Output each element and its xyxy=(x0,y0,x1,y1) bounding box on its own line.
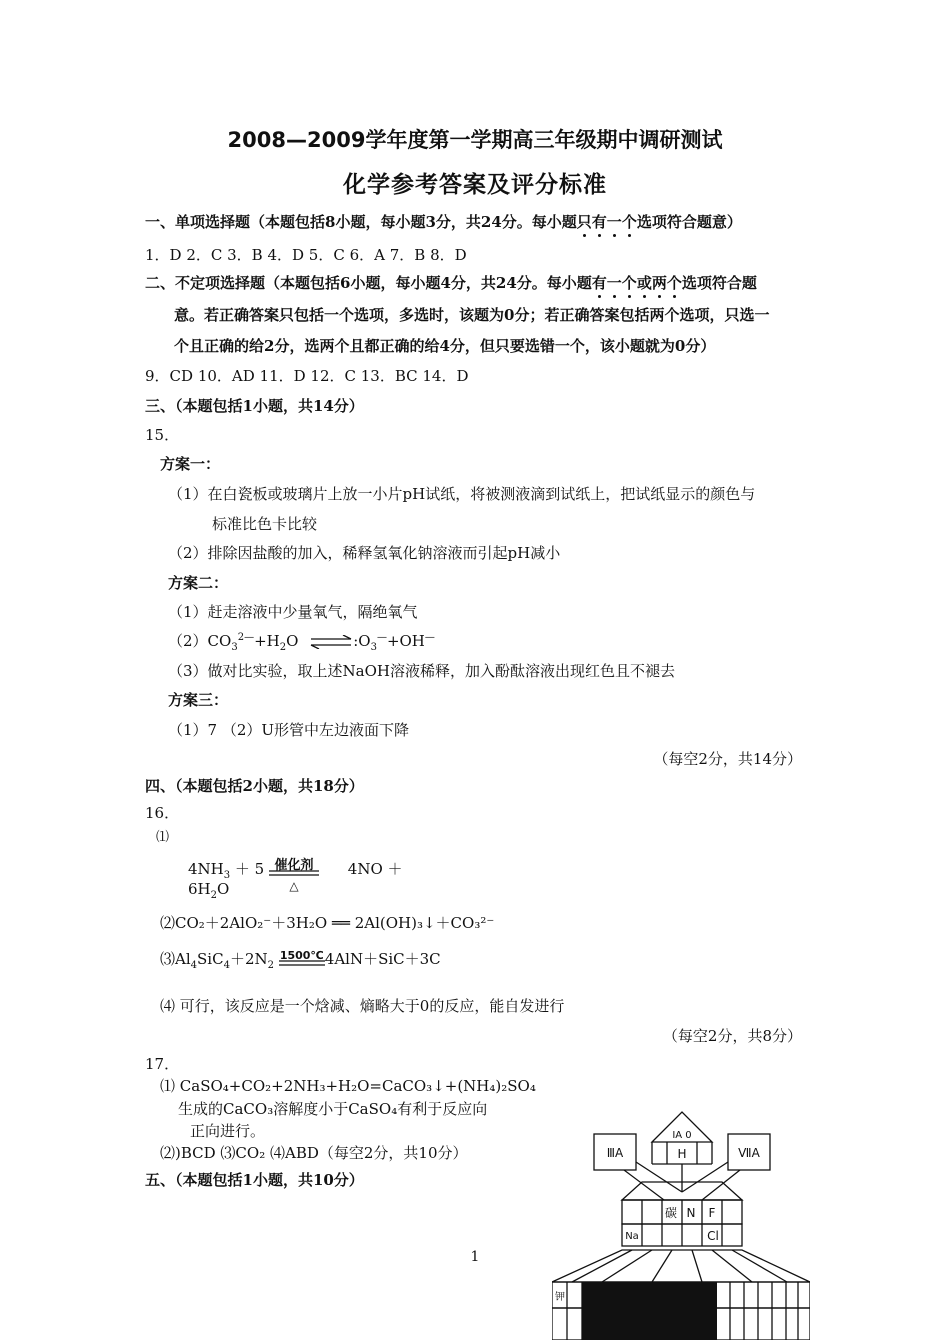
page-title: 2008—2009学年度第一学期高三年级期中调研测试 xyxy=(227,128,723,152)
section2-heading: 二、不定项选择题（本题包括6小题，每小题4分，共24分。每小题有一个或两个选项符合题 xyxy=(145,274,757,292)
section4-heading: 四、（本题包括2小题，共18分） xyxy=(145,777,364,795)
question-16-number: 16． xyxy=(145,804,180,822)
group-1a-0-label: IA 0 xyxy=(672,1130,692,1141)
section3-heading: 三、（本题包括1小题，共14分） xyxy=(145,397,364,415)
section2-heading-line3: 个且正确的给2分，选两个且都正确的给4分，但只要选错一个，该小题就为0分） xyxy=(174,337,716,355)
plan1-step1: （1）在白瓷板或玻璃片上放一小片pH试纸，将被测液滴到试纸上，把试纸显示的颜色与 xyxy=(168,485,756,503)
plan3-answers: （1）7 （2）U形管中左边液面下降 xyxy=(168,721,410,739)
plan1-step1-cont: 标准比色卡比较 xyxy=(212,515,318,533)
catalyst-arrow: 催化剂 △ xyxy=(274,858,314,893)
chlorine-cell: Cl xyxy=(707,1229,719,1243)
fluorine-cell: F xyxy=(708,1206,716,1220)
plan2-step1: （1）赶走溶液中少量氧气，隔绝氧气 xyxy=(168,603,418,621)
equilibrium-arrow-icon xyxy=(309,635,353,649)
section1-heading: 一、单项选择题（本题包括8小题，每小题3分，共24分。每小题只有一个选项符合题意） xyxy=(145,213,742,231)
periodic-table-figure xyxy=(552,1082,810,1340)
hydrogen-cell: H xyxy=(677,1147,687,1161)
page-number: 1 xyxy=(470,1249,480,1265)
section2-heading-line2: 意。若正确答案只包括一个选项，多选时，该题为0分；若正确答案包括两个选项，只选一 xyxy=(174,306,770,324)
plan2-step3: （3）做对比实验，取上述NaOH溶液稀释，加入酚酞溶液出现红色且不褪去 xyxy=(168,662,675,680)
plan3-label: 方案三： xyxy=(168,691,229,709)
q17-parts-2-4: ⑵)BCD ⑶CO₂ ⑷ABD（每空2分，共10分） xyxy=(160,1144,468,1162)
sodium-cell: Na xyxy=(625,1231,639,1242)
q16-equation3: $⑶Al_4SiC_4+2N_2$ 1500℃ 4AlN＋SiC＋3C xyxy=(160,949,441,971)
potassium-cell: 钾 xyxy=(555,1292,565,1303)
section3-score: （每空2分，共14分） xyxy=(653,750,802,768)
question-15-number: 15． xyxy=(145,426,180,444)
plan2-label: 方案二： xyxy=(168,574,229,592)
nitrogen-cell: N xyxy=(686,1206,696,1220)
question-17-number: 17． xyxy=(145,1055,180,1073)
q16-equation1: $4NH_3 + 5$ 催化剂 △ 4NO ＋ xyxy=(188,858,403,893)
q17-part1-explain: 生成的CaCO₃溶解度小于CaSO₄有利于反应向 xyxy=(178,1100,488,1118)
q17-part1-explain-cont: 正向进行。 xyxy=(190,1122,266,1140)
plan1-label: 方案一： xyxy=(160,455,221,473)
page-subtitle: 化学参考答案及评分标准 xyxy=(343,172,607,198)
q16-score: （每空2分，共8分） xyxy=(662,1027,802,1045)
plan2-step2-equation: $(2)CO_3^{2—}+H_2O$ $:O_3^—+OH^—$ xyxy=(168,632,435,653)
group-3a-label: ⅢA xyxy=(606,1146,624,1160)
group-7a-label: ⅦA xyxy=(738,1146,760,1160)
q16-equation1-cont: $6H_2O$ xyxy=(188,880,230,901)
section2-answers: 9．CD 10．AD 11．D 12．C 13．BC 14．D xyxy=(145,367,469,385)
heat-arrow: 1500℃ xyxy=(279,949,324,962)
plan1-step2: （2）排除因盐酸的加入，稀释氢氧化钠溶液而引起pH减小 xyxy=(168,544,561,562)
carbon-cell: 碳 xyxy=(664,1206,678,1220)
q16-equation2: ⑵CO₂＋2AlO₂⁻＋3H₂O ══ 2Al(OH)₃↓＋CO₃²⁻ xyxy=(160,914,495,932)
q16-part1-label: ⑴ xyxy=(156,830,170,845)
section5-heading: 五、（本题包括1小题，共10分） xyxy=(145,1171,364,1189)
q17-part1: ⑴ CaSO₄+CO₂+2NH₃+H₂O=CaCO₃↓+(NH₄)₂SO₄ xyxy=(160,1077,536,1095)
q16-part4: ⑷ 可行，该反应是一个焓减、熵略大于0的反应，能自发进行 xyxy=(160,997,565,1015)
section1-answers: 1．D 2．C 3．B 4．D 5．C 6．A 7．B 8．D xyxy=(145,246,467,264)
